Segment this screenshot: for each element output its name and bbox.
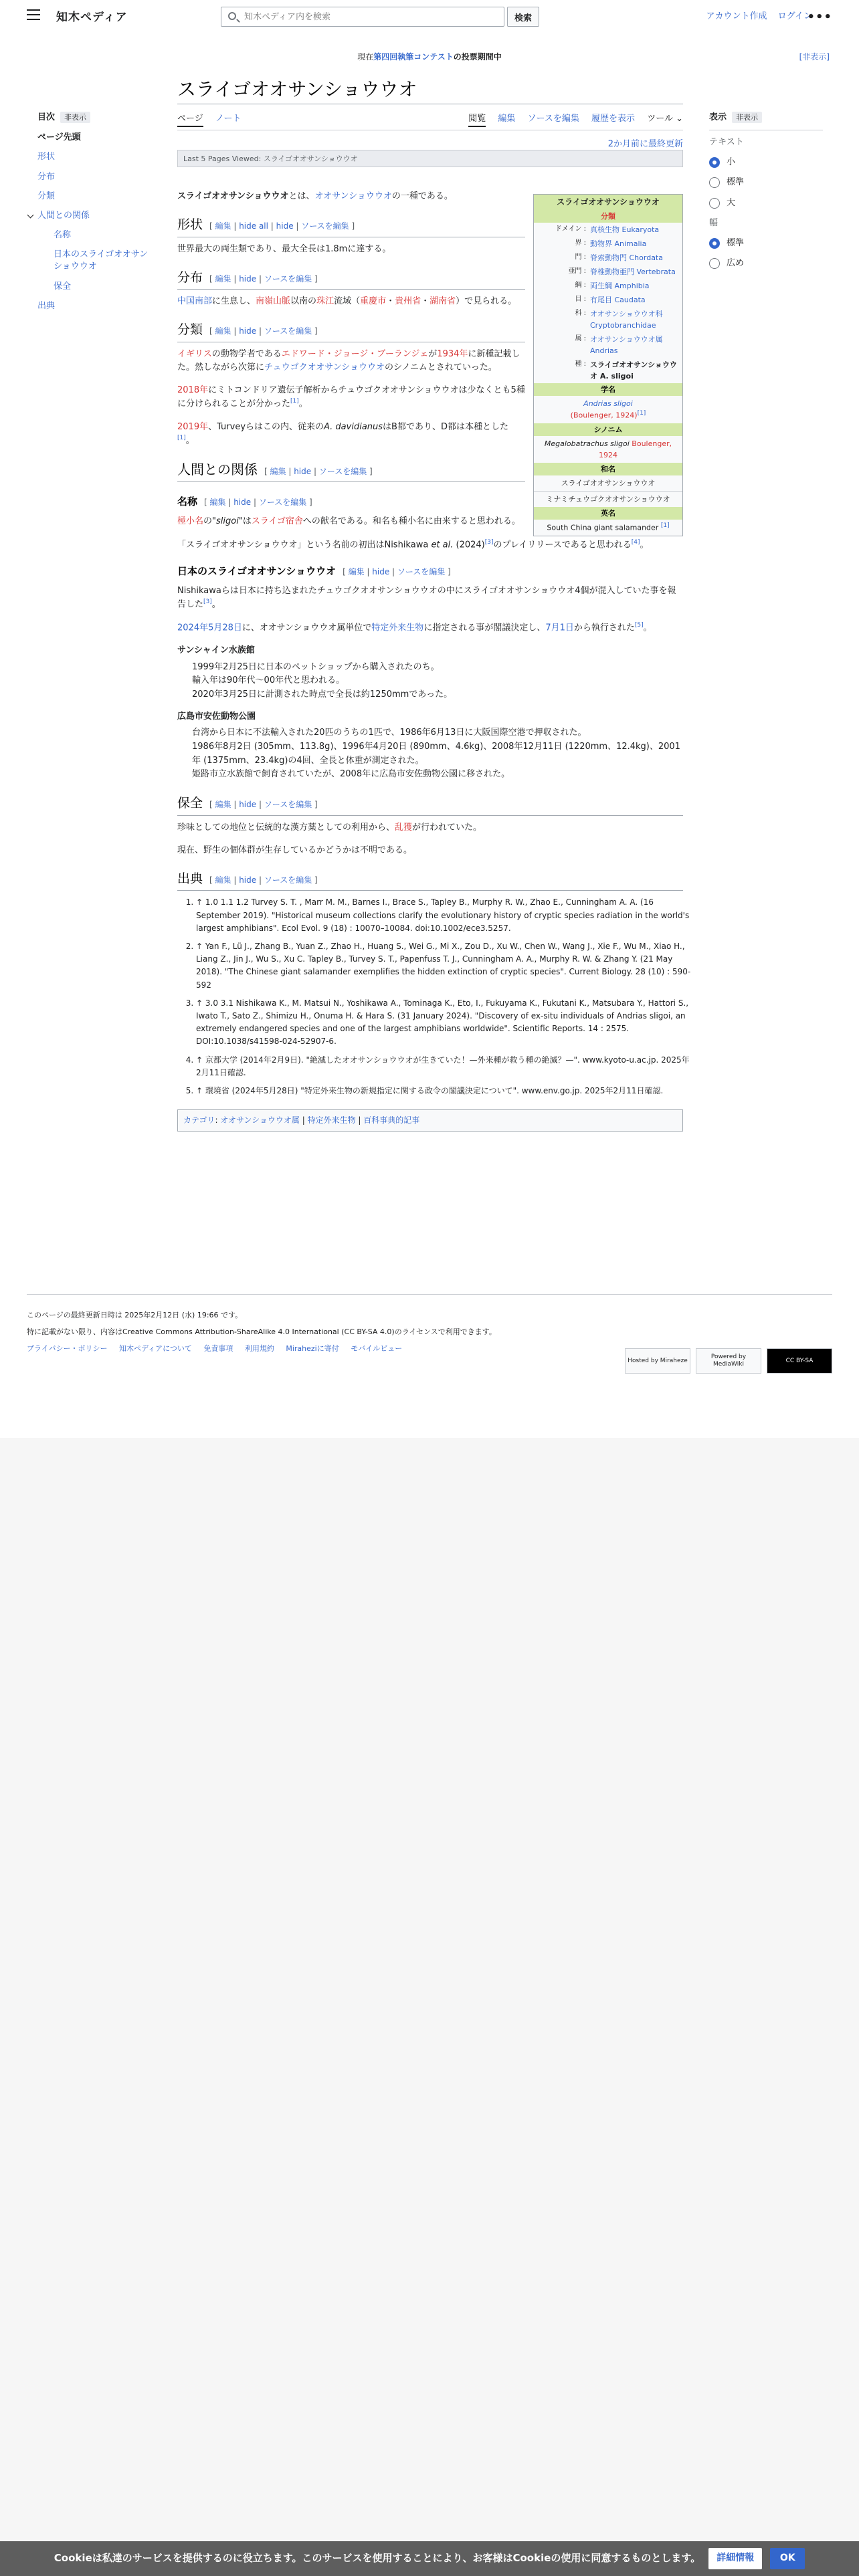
classification-paragraph-1 xyxy=(177,348,525,374)
subsection-heading-japan xyxy=(177,564,683,579)
cookie-ok-button[interactable]: OK xyxy=(770,2548,805,2569)
hide-link[interactable]: hide xyxy=(294,467,312,477)
footer-link-privacy[interactable]: プライバシー・ポリシー xyxy=(27,1344,108,1354)
redlink[interactable]: 極小名 xyxy=(177,516,204,527)
redlink[interactable]: 2019年 xyxy=(177,421,209,432)
inline-text: 以南の xyxy=(290,296,317,307)
site-notice xyxy=(0,51,859,64)
section-edit-links: [ 編集 | hide | ソースを編集 ] xyxy=(209,875,318,885)
list-item: 1999年2月25日に日本のペットショップから購入されたのち。 xyxy=(192,661,440,672)
search-button[interactable]: 検索 xyxy=(507,7,539,27)
page-tabs xyxy=(177,112,683,130)
toc-item-human[interactable]: 人間との関係 xyxy=(37,210,151,222)
inline-link[interactable]: 7月1日 xyxy=(545,623,574,633)
section-edit-links: [ 編集 | hide | ソースを編集 ] xyxy=(209,800,318,810)
inline-italic: A. davidianus xyxy=(324,421,383,432)
width-label: 幅 xyxy=(709,217,719,228)
infobox-band-sciname: 学名 xyxy=(534,383,682,396)
section-edit-links: [ 編集 | hide | ソースを編集 ] xyxy=(209,274,318,284)
inline-text: のシノニムとされていった。 xyxy=(385,362,497,372)
toc-item-references[interactable]: 出典 xyxy=(37,300,56,311)
inline-text: にミトコンドリア遺伝子解析からチュウゴクオオサンショウウオは少なくとも5種に分けられることが分かった xyxy=(177,385,525,409)
width-standard[interactable] xyxy=(709,237,823,250)
inline-link[interactable]: 中国南部 xyxy=(177,296,213,307)
reference-item: 3. ↑ 3.0 3.1 Nishikawa K., M. Matsui N., Yoshikawa A., Tominaga K., Eto, I., Fukuyama K., Fukutani K., Matsubara Y., Hattori S., Iwato T., Sato Z., Shimizu H., Onuma H. & Hara S. (31 January 2024). "Discovery of ex-situ individuals of Andrias sligoi, an extremely endangered species and one of the largest amphibians worldwide". Scientific Reports. 14 : 2575. DOI:10.1038/s41598-024-52907-6. xyxy=(196,997,691,1049)
tab-read[interactable]: 閲覧 xyxy=(468,114,486,127)
radio-icon xyxy=(709,177,720,188)
cite-ref[interactable]: [1] xyxy=(290,398,299,405)
cookie-text: Cookieは私達のサービスを提供するのに役立ちます。このサービスを使用することにより、お客様はCookieの使用に同意するものとします。 xyxy=(54,2552,701,2565)
inline-text: に生息し、 xyxy=(212,296,256,307)
edit-link[interactable]: 編集 xyxy=(215,221,231,231)
hide-link[interactable]: hide xyxy=(239,875,257,885)
source-edit-link[interactable]: ソースを編集 xyxy=(301,221,349,231)
infobox-value[interactable]: 有尾目 Caudata xyxy=(590,295,646,304)
cite-ref[interactable]: [1] xyxy=(637,410,646,417)
list-item: 1986年8月2日 (305mm、113.8g)、1996年4月20日 (890mm、4.6kg)、2008年12月11日 (1220mm、12.4kg)、2001年 (1375mm、23.4kg)の4回、全長と体重が測定された。 xyxy=(192,741,680,766)
radio-label: 標準 xyxy=(727,177,745,188)
cite-ref[interactable]: [4] xyxy=(631,538,640,546)
section-heading-conservation xyxy=(177,794,683,815)
heading-sunshine-aquarium: サンシャイン水族館 xyxy=(177,645,255,656)
login-link[interactable]: ログイン xyxy=(777,11,812,21)
heading-text: 分布 xyxy=(177,270,203,285)
references-list xyxy=(196,896,691,1097)
toc-item-top[interactable]: ページ先頭 xyxy=(37,132,81,143)
inline-link[interactable]: 2024年5月28日 xyxy=(177,623,242,633)
inline-text: ）で見られる。 xyxy=(456,296,517,307)
radio-label: 広め xyxy=(727,257,745,268)
section-heading-human xyxy=(177,459,525,482)
category-link[interactable]: オオサンショウウオ属 xyxy=(220,1115,300,1125)
tab-edit[interactable]: 編集 xyxy=(498,114,516,124)
footer-link-about[interactable]: 知木ペディアについて xyxy=(118,1344,192,1354)
sciname-link[interactable]: Andrias sligoi xyxy=(583,399,633,409)
appearance-panel xyxy=(709,111,823,277)
list-item: 輸入年は90年代〜00年代と思われる。 xyxy=(192,675,345,686)
appearance-hide-button[interactable]: 非表示 xyxy=(732,112,762,123)
section-edit-links: [ 編集 | hide | ソースを編集 ] xyxy=(343,567,451,577)
infobox-key: 綱 : xyxy=(575,281,586,289)
redlink[interactable]: 貴州省 xyxy=(395,296,421,307)
inline-text: 。 xyxy=(298,399,308,409)
tab-tools[interactable] xyxy=(647,114,683,124)
infobox-value[interactable]: 脊椎動物亜門 Vertebrata xyxy=(590,267,676,276)
inline-link[interactable]: チュウゴクオオサンショウウオ xyxy=(264,362,385,372)
infobox-value[interactable]: 動物界 Animalia xyxy=(590,239,647,248)
inline-text: に新種記載した。然しながら次第に xyxy=(177,348,520,372)
infobox-band-jpname: 和名 xyxy=(534,463,682,475)
toc-item-japan[interactable]: 日本のスライゴオオサンショウウオ xyxy=(54,249,149,272)
text-size-standard[interactable] xyxy=(709,176,823,189)
mediawiki-badge[interactable]: Powered by MediaWiki xyxy=(696,1348,761,1374)
lead-paragraph xyxy=(177,190,525,203)
text-size-label: テキスト xyxy=(709,137,744,148)
radio-label: 大 xyxy=(727,197,736,208)
section-edit-links: [ 編集 | hide | ソースを編集 ] xyxy=(209,326,318,336)
inline-text: から執行された xyxy=(573,623,635,633)
inline-text: の動物学者である xyxy=(211,348,282,359)
asa-zoo-list xyxy=(192,726,683,782)
infobox-band-taxonomy: 分類 xyxy=(534,210,682,223)
edit-link[interactable]: 編集 xyxy=(215,326,231,336)
inline-text: "は xyxy=(238,516,252,527)
heading-text: 保全 xyxy=(177,796,203,811)
toc-header xyxy=(37,111,151,124)
category-links: カテゴリ: オオサンショウウオ属 | 特定外来生物 | 百科事典的記事 xyxy=(177,1109,683,1132)
personal-tools xyxy=(698,10,812,23)
radio-selected-icon xyxy=(709,238,720,249)
inline-text: が行われていた。 xyxy=(412,822,482,833)
list-item: 台湾から日本に不法輸入された20匹のうちの1匹で、1986年6月13日に大阪国際空港で押収された。 xyxy=(192,728,587,738)
hide-link[interactable]: hide xyxy=(239,326,257,336)
cookie-info-button[interactable]: 詳細情報 xyxy=(708,2548,762,2569)
table-of-contents xyxy=(37,111,151,320)
last-modified-link[interactable]: 2か月前に最終更新 xyxy=(607,139,683,149)
subsection-heading-name xyxy=(177,494,683,510)
infobox-value[interactable]: 脊索動物門 Chordata xyxy=(590,253,663,262)
heading-text: 名称 xyxy=(177,496,198,508)
menu-icon[interactable] xyxy=(27,9,40,20)
inline-text: 。 xyxy=(185,435,195,446)
create-account-link[interactable]: アカウント作成 xyxy=(706,11,767,21)
footer-badges xyxy=(619,1348,832,1374)
source-edit-link[interactable]: ソースを編集 xyxy=(264,274,312,284)
section-heading-references xyxy=(177,869,683,891)
lead-link[interactable]: オオサンショウウオ xyxy=(314,191,392,201)
inline-text: に、オオサンショウウオ属単位で xyxy=(242,623,372,633)
header xyxy=(0,0,859,35)
name-paragraph-2 xyxy=(177,538,683,552)
infobox-key: 目 : xyxy=(575,295,586,303)
classification-paragraph-2 xyxy=(177,384,525,411)
hide-link[interactable]: hide xyxy=(372,567,390,577)
japan-paragraph-1 xyxy=(177,584,683,612)
reference-item: 1. ↑ 1.0 1.1 1.2 Turvey S. T. , Marr M. M., Barnes I., Brace S., Tapley B., Murphy R. W., Zhao E., Cunningham A. A. (16 September 2019). "Historical museum collections clarify the evolutionary history of cryptic species radiation in the world's largest amphibians". Ecol Evol. 9 (18) : 10070–10084. doi:10.1002/ece3.5257. xyxy=(196,896,691,935)
inline-text: 。 xyxy=(640,539,649,550)
heading-asa-zoo: 広島市安佐動物公園 xyxy=(177,711,256,722)
hide-link[interactable]: hide xyxy=(239,800,257,810)
tab-page[interactable]: ページ xyxy=(177,114,203,127)
sunshine-list xyxy=(192,661,683,702)
infobox-value[interactable]: オオサンショウウオ科 Cryptobranchidae xyxy=(590,309,663,330)
source-edit-link[interactable]: ソースを編集 xyxy=(258,498,307,508)
infobox-jpname-2: ミナミチュウゴクオオサンショウウオ xyxy=(546,495,670,504)
inline-text: ・ xyxy=(421,296,430,307)
inline-text: (2024) xyxy=(453,539,485,550)
infobox-value[interactable]: オオサンショウウオ属 Andrias xyxy=(590,335,663,356)
toc-item-shape[interactable]: 形状 xyxy=(37,152,56,163)
reference-item: 2. ↑ Yan F., Lü J., Zhang B., Yuan Z., Zhao H., Huang S., Wei G., Mi X., Zou D., Xu W., Chen W., Wang J., Xie F., Wu M., Xiao H., Liang Z., Jin J., Wu S., Xu C. Tapley B., Turvey S. T., Papenfuss T. J., Cunningham A. A., Murphy R. W. & Zhang Y. (21 May 2018). "The Chinese giant salamander exemplifies the hidden extinction of cryptic species". Current Biology. 28 (10) : 590-592 xyxy=(196,940,691,992)
appearance-header xyxy=(709,111,823,124)
section-edit-links: [ 編集 | hide | ソースを編集 ] xyxy=(264,467,373,477)
cc-badge[interactable]: CC BY-SA xyxy=(767,1348,832,1374)
inline-link[interactable]: 特定外来生物 xyxy=(371,623,424,633)
redlink[interactable]: 2018年 xyxy=(177,385,209,396)
distribution-paragraph xyxy=(177,295,525,308)
footer-lastedit: このページの最終更新日時は 2025年2月12日 (水) 19:66 です。 xyxy=(27,1311,243,1319)
toc-item-conservation[interactable]: 保全 xyxy=(54,281,72,292)
inline-text: 、Turveyらはこの内、従来の xyxy=(208,421,324,432)
cite-ref[interactable]: [5] xyxy=(634,621,644,629)
inline-text: 流域（ xyxy=(334,296,361,307)
infobox-key: 種 : xyxy=(575,360,586,368)
source-edit-link[interactable]: ソースを編集 xyxy=(264,800,312,810)
footer xyxy=(27,1294,832,1368)
infobox-key: 門 : xyxy=(575,253,586,261)
classification-paragraph-3 xyxy=(177,421,525,448)
cite-ref[interactable]: [1] xyxy=(660,522,670,530)
tab-note[interactable]: ノート xyxy=(215,114,242,124)
lead-text: の一種である。 xyxy=(391,191,453,201)
inline-text: 珍味としての地位と伝統的な漢方薬としての利用から、 xyxy=(177,822,395,833)
cite-ref[interactable]: [3] xyxy=(484,538,494,546)
page-title: スライゴオオサンショウウオ xyxy=(177,78,417,100)
radio-label: 小 xyxy=(727,157,736,168)
edit-link[interactable]: 編集 xyxy=(215,800,231,810)
heading-text: 日本のスライゴオオサンショウウオ xyxy=(177,565,337,578)
cookie-banner xyxy=(0,2541,859,2576)
footer-link-disclaimer[interactable]: 免責事項 xyxy=(203,1344,233,1354)
redlink[interactable]: 乱獲 xyxy=(395,822,413,833)
shape-paragraph: 世界最大の両生類であり、最大全長は1.8mに達する。 xyxy=(177,243,391,254)
article-content xyxy=(177,187,691,1132)
hide-link[interactable]: hide xyxy=(239,274,257,284)
section-edit-links: [ 編集 | hide | ソースを編集 ] xyxy=(204,498,312,508)
toc-title: 目次 xyxy=(37,112,56,122)
hide-all-link[interactable]: hide all xyxy=(239,221,268,231)
inline-italic: et al. xyxy=(431,539,454,550)
inline-text: が xyxy=(428,348,438,359)
heading-text: 出典 xyxy=(177,871,203,886)
source-edit-link[interactable]: ソースを編集 xyxy=(264,326,312,336)
tab-history[interactable]: 履歴を表示 xyxy=(591,114,636,124)
japan-paragraph-2 xyxy=(177,621,683,635)
toc-item-classification[interactable]: 分類 xyxy=(37,191,56,201)
heading-text: 形状 xyxy=(177,217,203,233)
inline-italic: sligoi xyxy=(216,516,239,527)
text-size-small[interactable] xyxy=(709,156,823,169)
reference-item: 4. ↑ 京都大学 (2014年2月9日). "絶滅したオオサンショウウオが生きていた！—外来種が救う種の絶滅？—". www.kyoto-u.ac.jp. 2025年2月11日確認. xyxy=(196,1054,691,1079)
edit-link[interactable]: 編集 xyxy=(348,567,365,577)
inline-text: のプレイリリースであると思われる xyxy=(493,539,632,550)
category-link[interactable]: 特定外来生物 xyxy=(307,1115,356,1125)
redlink[interactable]: スライゴ宿舎 xyxy=(251,516,303,527)
edit-link[interactable]: 編集 xyxy=(209,498,226,508)
inline-text: 。 xyxy=(211,599,221,610)
page-background xyxy=(0,1438,859,2541)
conservation-paragraph-1 xyxy=(177,821,683,835)
infobox-value[interactable]: 両生綱 Amphibia xyxy=(590,281,650,290)
inline-text: ・ xyxy=(386,296,395,307)
radio-label: 標準 xyxy=(727,237,745,248)
tools-label: ツール xyxy=(647,114,673,124)
enname-text: South China giant salamander xyxy=(547,523,659,532)
category-label[interactable]: カテゴリ xyxy=(183,1115,215,1125)
last-viewed-bar: Last 5 Pages Viewed: スライゴオオサンショウウオ xyxy=(177,150,683,167)
infobox-jpname-1: スライゴオオサンショウウオ xyxy=(534,475,682,492)
miraheze-badge[interactable]: Hosted by Miraheze xyxy=(625,1348,690,1374)
more-options-icon[interactable]: ••• xyxy=(807,10,832,24)
synonym-name: Megalobatrachus sligoi xyxy=(544,439,630,449)
sciname-author: (Boulenger, 1924) xyxy=(570,411,638,420)
footer-link-terms[interactable]: 利用規約 xyxy=(244,1344,274,1354)
footer-link-mobile[interactable]: モバイルビュー xyxy=(351,1344,403,1354)
infobox-key: ドメイン : xyxy=(555,225,586,233)
toc-item-name[interactable]: 名称 xyxy=(54,230,72,241)
edit-link[interactable]: 編集 xyxy=(215,875,231,885)
redlink[interactable]: エドワード・ジョージ・ブーランジェ xyxy=(281,348,429,359)
search-box xyxy=(221,7,504,27)
radio-icon xyxy=(709,258,720,269)
redlink[interactable]: 湖南省 xyxy=(430,296,456,307)
notice-hide-link[interactable]: [非表示] xyxy=(799,52,830,62)
redlink[interactable]: 南嶺山脈 xyxy=(256,296,291,307)
search-icon xyxy=(228,12,236,20)
inline-text: Nishikawaらは日本に持ち込まれたチュウゴクオオサンショウウオの中にスライゴオオサンショウウオ4個が混入していた事を報告した xyxy=(177,586,676,610)
redlink[interactable]: 重慶市 xyxy=(360,296,387,307)
infobox-key: 属 : xyxy=(575,335,586,343)
site-logo[interactable]: 知木ペディア xyxy=(56,11,128,24)
infobox-value[interactable]: 真核生物 Eukaryota xyxy=(590,225,660,234)
edit-link[interactable]: 編集 xyxy=(215,274,231,284)
inline-text: はB都であり、D都は本種とした xyxy=(383,421,508,432)
cite-ref[interactable]: [1] xyxy=(177,434,186,441)
edit-link[interactable]: 編集 xyxy=(270,467,286,477)
source-edit-link[interactable]: ソースを編集 xyxy=(264,875,312,885)
source-edit-link[interactable]: ソースを編集 xyxy=(397,567,446,577)
notice-link[interactable]: 第四回執筆コンテスト xyxy=(373,52,454,62)
section-heading-shape xyxy=(177,215,525,237)
inline-text: 。 xyxy=(643,623,652,633)
conservation-paragraph-2: 現在、野生の個体群が生存しているかどうかは不明である。 xyxy=(177,845,413,855)
infobox-value: スライゴオオサンショウウオ A. sligoi xyxy=(590,360,677,381)
notice-prefix: 現在 xyxy=(357,52,374,62)
section-heading-classification xyxy=(177,320,525,342)
toc-hide-button[interactable]: 非表示 xyxy=(60,112,90,123)
width-wide[interactable] xyxy=(709,257,823,270)
search-input[interactable] xyxy=(244,10,498,23)
list-item: 2020年3月25日に計測された時点で全長は約1250mmであった。 xyxy=(192,689,453,700)
hide-link[interactable]: hide xyxy=(276,221,294,231)
appearance-title: 表示 xyxy=(709,112,727,122)
chevron-down-icon: ⌄ xyxy=(676,114,683,124)
lead-text: とは、 xyxy=(288,191,315,201)
toc-item-distribution[interactable]: 分布 xyxy=(37,171,56,182)
footer-link-donate[interactable]: Miraheziに寄付 xyxy=(286,1344,339,1354)
infobox-band-enname: 英名 xyxy=(534,507,682,520)
radio-selected-icon xyxy=(709,157,720,168)
category-link[interactable]: 百科事典的記事 xyxy=(363,1115,420,1125)
name-paragraph-1 xyxy=(177,515,683,528)
cite-ref[interactable]: [3] xyxy=(203,599,212,606)
inline-text: に指定される事が閣議決定し、 xyxy=(423,623,546,633)
list-item: 姫路市立水族館で飼育されていたが、2008年に広島市安佐動物公園に移された。 xyxy=(192,769,510,780)
redlink[interactable]: イギリス xyxy=(177,348,212,359)
reference-item: 5. ↑ 環境省 (2024年5月28日) "特定外来生物の新規指定に関する政令の閣議決定について". www.env.go.jp. 2025年2月11日確認. xyxy=(196,1085,691,1097)
notice-suffix: の投票期間中 xyxy=(453,52,502,62)
radio-icon xyxy=(709,198,720,209)
infobox-key: 界 : xyxy=(575,239,586,247)
hide-link[interactable]: hide xyxy=(233,498,252,508)
lead-bold-name: スライゴオオサンショウウオ xyxy=(177,191,289,201)
redlink[interactable]: 1934年 xyxy=(437,348,468,359)
heading-text: 人間との関係 xyxy=(177,461,258,478)
redlink[interactable]: 珠江 xyxy=(316,296,335,307)
synonym-author[interactable]: Boulenger, 1924 xyxy=(599,439,672,460)
infobox-title: スライゴオオサンショウウオ xyxy=(534,195,682,210)
section-edit-links: [ 編集 | hide all | hide | ソースを編集 ] xyxy=(209,221,355,231)
text-size-large[interactable] xyxy=(709,197,823,210)
tab-source-edit[interactable]: ソースを編集 xyxy=(527,114,579,124)
inline-text: への献名である。和名も種小名に由来すると思われる。 xyxy=(302,516,520,527)
infobox-key: 亜門 : xyxy=(568,267,586,275)
infobox-band-synonym: シノニム xyxy=(534,423,682,436)
inline-text: 「スライゴオオサンショウウオ」という名前の初出はNishikawa xyxy=(177,539,432,550)
source-edit-link[interactable]: ソースを編集 xyxy=(318,467,367,477)
infobox-key: 科 : xyxy=(575,309,586,317)
heading-text: 分類 xyxy=(177,322,203,338)
footer-license: 特に記載がない限り、内容はCreative Commons Attribution-ShareAlike 4.0 International (CC BY-SA 4.0)のライセンスで利用できます。 xyxy=(27,1327,496,1337)
inline-text: の" xyxy=(203,516,216,527)
section-heading-distribution xyxy=(177,268,525,290)
